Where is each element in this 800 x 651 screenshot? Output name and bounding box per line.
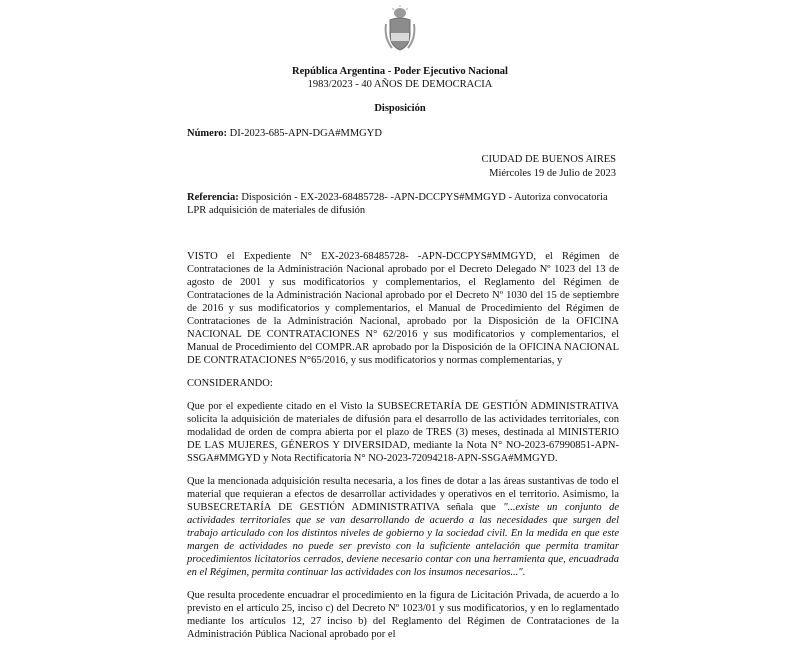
paragraph-3: Que resulta procedente encuadrar el procedimiento en la figura de Licitación Privada, de acuerdo a lo previsto en el artículo 25, inciso c) del Decreto Nº 1023/01 y sus modificatorios, y en lo reglamentado mediante los artículos 12, 27 inciso b) del Reglamento del Régimen de Contrataciones de la Administración Pública Nacional aprobado por el [187, 590, 619, 640]
document-body [187, 250, 619, 651]
reference-label: Referencia: [187, 192, 239, 203]
considerando-heading: CONSIDERANDO: [187, 378, 273, 389]
location-block [482, 153, 616, 181]
paragraph-2-quote: "...existe un conjunto de actividades territoriales que se van desarrollando de acuerdo a las necesidades que surgen del trabajo articulado con los distintos niveles de gobierno y la sociedad civil. En la medida en que este margen de actividades no puede ser previsto con la suficiente antelación que permita tramitar procedimientos licitatorios cerrados, deviene necesario contar con una herramienta que, encuadrada en el Régimen, permita continuar las actividades con los insumos necesarios...". [187, 502, 619, 578]
visto-paragraph: VISTO el Expediente N° EX-2023-68485728- -APN-DCCPYS#MMGYD, el Régimen de Contrataciones de la Administración Nacional aprobado por el Decreto Delegado Nº 1023 del 13 de agosto de 2001 y sus modificatorios y complementarios, el Reglamento del Régimen de Contrataciones de la Administración Nacional aprobado por el Decreto Nº 1030 del 15 de septiembre de 2016 y sus modificatorios y complementarios, el Manual de Procedimiento del Régimen de Contrataciones de la Administración Nacional, aprobado por la Disposición de la OFICINA NACIONAL DE CONTRATACIONES N° 62/2016 y sus modificatorios y complementarios, el Manual de Procedimiento del COMPR.AR aprobado por la Disposición de la OFICINA NACIONAL DE CONTRATACIONES N°65/2016, y sus modificatorios y normas complementarias, y [187, 251, 619, 366]
document-header-subtitle: 1983/2023 - 40 AÑOS DE DEMOCRACIA [307, 79, 493, 90]
document-number [187, 128, 382, 139]
city: CIUDAD DE BUENOS AIRES [481, 154, 616, 165]
paragraph-1: Que por el expediente citado en el Visto la SUBSECRETARÍA DE GESTIÓN ADMINISTRATIVA solicita la adquisición de materiales de difusión para el desarrollo de las actividades territoriales, con modalidad de orden de compra abierta por el plazo de TRES (3) meses, destinada al MINISTERIO DE LAS MUJERES, GÉNEROS Y DIVERSIDAD, mediante la Nota N° NO-2023-67990851-APN-SSGA#MMGYD y Nota Rectificatoria N° NO-2023-72094218-APN-SSGA#MMGYD. [187, 401, 619, 464]
paragraph-2-intro: Que la mencionada adquisición resulta necesaria, a los fines de dotar a las áreas sustantivas de todo el material que requieran a efectos de desarrollar actividades y operativos en el territorio. Asimismo, la SUBSECRETARÍA DE GESTIÓN ADMINISTRATIVA señala que [187, 476, 619, 513]
document-type: Disposición [374, 103, 426, 114]
document-number-value: DI-2023-685-APN-DGA#MMGYD [229, 128, 382, 139]
document-header-title: República Argentina - Poder Ejecutivo Nacional [292, 66, 508, 77]
reference-text: Disposición - EX-2023-68485728- -APN-DCCPYS#MMGYD - Autoriza convocatoria LPR adquisición de materiales de difusión [187, 192, 608, 216]
reference [187, 191, 619, 217]
document-number-label: Número: [187, 128, 228, 139]
paragraph-2 [187, 475, 619, 579]
coat-of-arms-icon [382, 4, 418, 54]
date: Miércoles 19 de Julio de 2023 [489, 168, 616, 179]
